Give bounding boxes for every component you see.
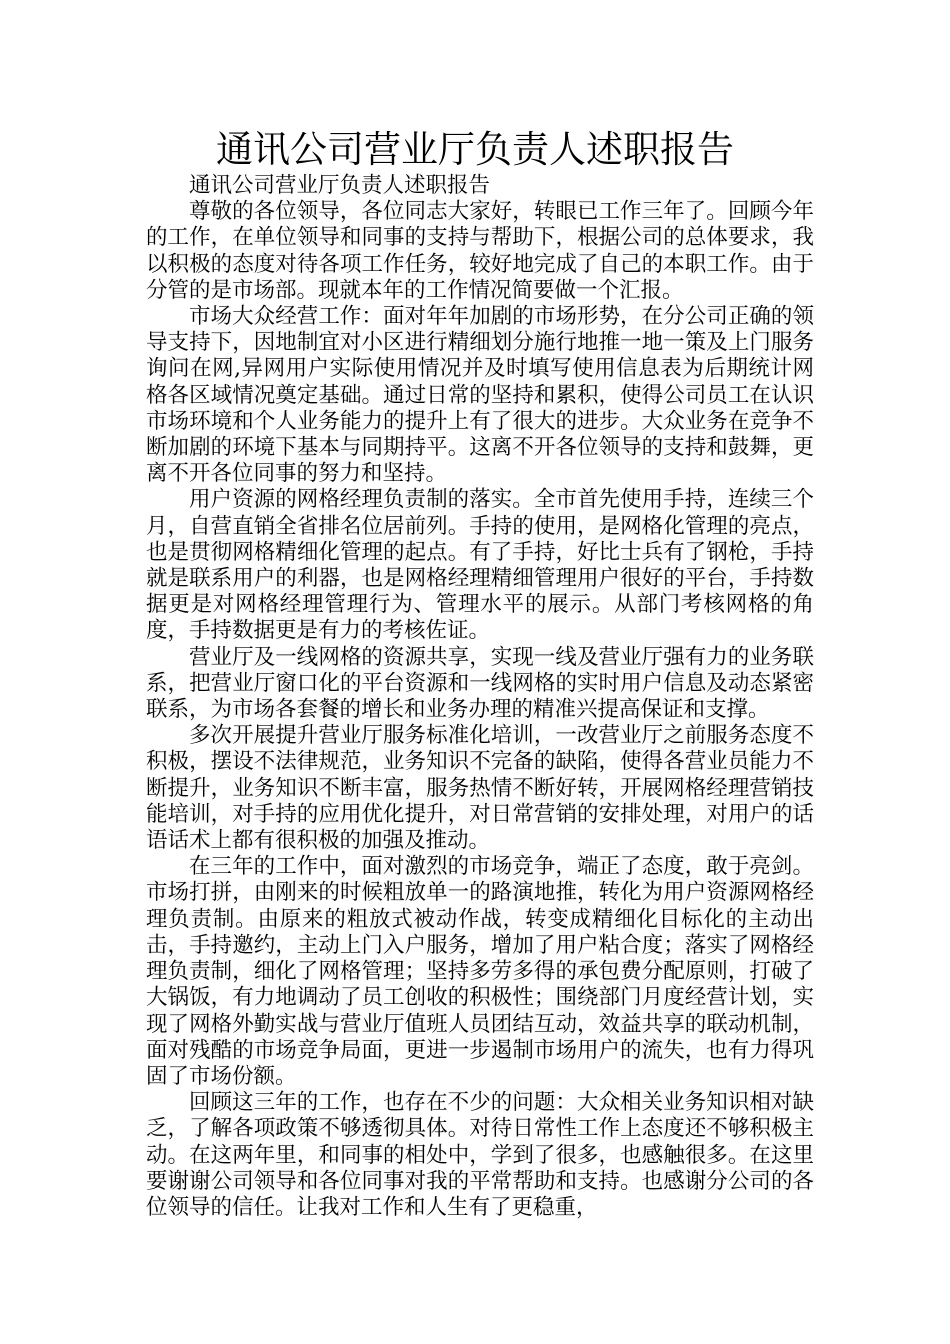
paragraph-grid-manager: 用户资源的网格经理负责制的落实。全市首先使用手持，连续三个月，自营直销全省排名位居前列。手持的使用，是网格化管理的亮点，也是贯彻网格精细化管理的起点。有了手持，好比士兵有了钢枪，手持就是联系用户的利器，也是网格经理精细管理用户很好的平台，手持数据更是对网格经理管理行为、管理水平的展示。从部门考核网格的角度，手持数据更是有力的考核佐证。 [146,487,814,644]
document-subtitle: 通讯公司营业厅负责人述职报告 [189,173,491,198]
paragraph-review: 回顾这三年的工作，也存在不少的问题：大众相关业务知识相对缺乏，了解各项政策不够透彻具体。对待日常性工作上态度还不够积极主动。在这两年里，和同事的相处中，学到了很多，也感触很多。在这里要谢谢公司领导和各位同事对我的平常帮助和支持。也感谢分公司的各位领导的信任。让我对工作和人生有了更稳重， [146,1090,814,1220]
paragraph-three-years: 在三年的工作中，面对激烈的市场竞争，端正了态度，敢于亮剑。市场打拼，由刚来的时候粗放单一的路演地推，转化为用户资源网格经理负责制。由原来的粗放式被动作战，转变成精细化目标化的主动出击，手持邀约，主动上门入户服务，增加了用户粘合度；落实了网格经理负责制，细化了网格管理；坚持多劳多得的承包费分配原则，打破了大锅饭，有力地调动了员工创收的积极性；围绕部门月度经营计划，实现了网格外勤实战与营业厅值班人员团结互动，效益共享的联动机制，面对残酷的市场竞争局面，更进一步遏制市场用户的流失，也有力得巩固了市场份额。 [146,854,814,1089]
document-title: 通讯公司营业厅负责人述职报告 [216,128,734,171]
paragraph-greeting: 尊敬的各位领导，各位同志大家好，转眼已工作三年了。回顾今年的工作，在单位领导和同事的支持与帮助下，根据公司的总体要求，我以积极的态度对待各项工作任务，较好地完成了自己的本职工作。由于分管的是市场部。现就本年的工作情况简要做一个汇报。 [146,199,814,303]
paragraph-resource-sharing: 营业厅及一线网格的资源共享，实现一线及营业厅强有力的业务联系，把营业厅窗口化的平台资源和一线网格的实时用户信息及动态紧密联系，为市场各套餐的增长和业务办理的精准兴提高保证和支撑。 [146,644,814,723]
paragraph-training: 多次开展提升营业厅服务标准化培训，一改营业厅之前服务态度不积极，摆设不法律规范，业务知识不完备的缺陷，使得各营业员能力不断提升，业务知识不断丰富，服务热情不断好转，开展网格经理营销技能培训，对手持的应用优化提升，对日常营销的安排处理，对用户的话语话术上都有很积极的加强及推动。 [146,723,814,854]
paragraph-market-operation: 市场大众经营工作：面对年年加剧的市场形势，在分公司正确的领导支持下，因地制宜对小区进行精细划分施行地推一地一策及上门服务询问在网,异网用户实际使用情况并及时填写使用信息表为后期统计网格各区域情况奠定基础。通过日常的坚持和累积，使得公司员工在认识市场环境和个人业务能力的提升上有了很大的进步。大众业务在竞争不断加剧的环境下基本与同期持平。这离不开各位领导的支持和鼓舞，更离不开各位同事的努力和坚持。 [146,304,814,487]
document-body [146,173,814,1221]
